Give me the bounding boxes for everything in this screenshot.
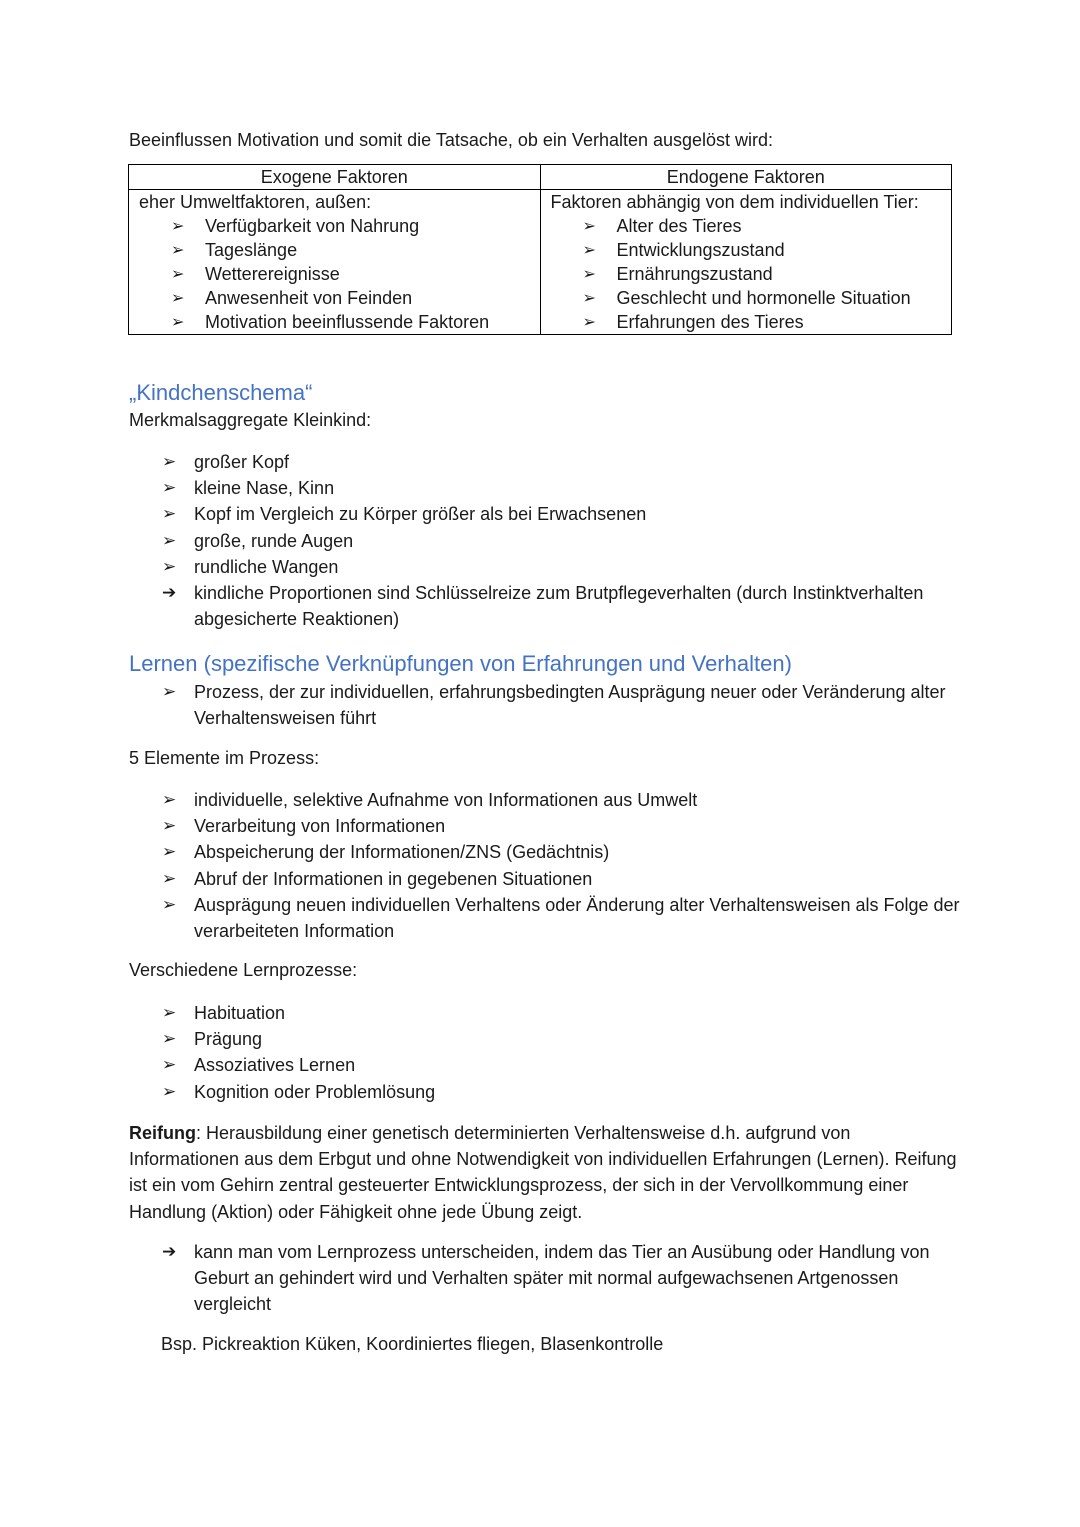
list-item: ➢ Geschlecht und hormonelle Situation: [583, 286, 952, 310]
elements-list: [162, 787, 962, 944]
lernen-heading: Lernen (spezifische Verknüpfungen von Erfahrungen und Verhalten): [129, 651, 792, 676]
exogen-header: Exogene Faktoren: [129, 165, 541, 190]
list-item: ➢ Verfügbarkeit von Nahrung: [171, 214, 540, 238]
reifung-note: ➔ kann man vom Lernprozess unterscheiden, indem das Tier an Ausübung oder Handlung von Geburt an gehindert wird und Verhalten später mit normal aufgewachsenen Artgenossen vergleicht: [162, 1239, 962, 1318]
factors-table: [128, 164, 952, 335]
list-item: ➢ Wetterereignisse: [171, 262, 540, 286]
elements-title: 5 Elemente im Prozess:: [129, 748, 320, 768]
endogen-list: [551, 214, 952, 334]
list-item: ➢ großer Kopf: [162, 449, 962, 475]
endogen-header: Endogene Faktoren: [540, 165, 952, 190]
reifung-text: : Herausbildung einer genetisch determinierten Verhaltensweise d.h. aufgrund von Informationen aus dem Erbgut und ohne Notwendigkeit von individuellen Erfahrungen (Lernen). Reifung ist ein vom Gehirn zentral gesteuerter Entwicklungsprozess, der sich in der Vervollkommung einer Handlung (Aktion) oder Fähigkeit ohne jede Übung zeigt.: [129, 1123, 957, 1222]
list-item: ➢ Abspeicherung der Informationen/ZNS (Gedächtnis): [162, 839, 962, 865]
list-item: ➢ große, runde Augen: [162, 528, 962, 554]
list-item: ➢ Motivation beeinflussende Faktoren: [171, 310, 540, 334]
list-item: ➢ Prägung: [162, 1026, 962, 1052]
list-item: ➢ Kognition oder Problemlösung: [162, 1079, 962, 1105]
list-item: ➢ Anwesenheit von Feinden: [171, 286, 540, 310]
reifung-term: Reifung: [129, 1123, 196, 1143]
list-item: ➢ Verarbeitung von Informationen: [162, 813, 962, 839]
kindchenschema-heading: „Kindchenschema“: [129, 380, 313, 405]
endogen-cell: [540, 190, 952, 335]
list-item: ➢ Kopf im Vergleich zu Körper größer als bei Erwachsenen: [162, 501, 962, 527]
conclusion-item: ➔ kindliche Proportionen sind Schlüsselreize zum Brutpflegeverhalten (durch Instinktverhalten abgesicherte Reaktionen): [162, 580, 962, 632]
list-item: ➢ Assoziatives Lernen: [162, 1052, 962, 1078]
list-item: ➢ Entwicklungszustand: [583, 238, 952, 262]
kindchenschema-list: [162, 449, 962, 632]
processes-list: [162, 1000, 962, 1105]
list-item: ➢ Abruf der Informationen in gegebenen Situationen: [162, 866, 962, 892]
definition-item: ➢ Prozess, der zur individuellen, erfahrungsbedingten Ausprägung neuer oder Veränderung alter Verhaltensweisen führt: [162, 679, 962, 731]
list-item: ➢ Ernährungszustand: [583, 262, 952, 286]
intro-text: Beeinflussen Motivation und somit die Tatsache, ob ein Verhalten ausgelöst wird:: [129, 130, 774, 150]
list-item: ➢ kleine Nase, Kinn: [162, 475, 962, 501]
list-item: ➢ Tageslänge: [171, 238, 540, 262]
list-item: ➢ Ausprägung neuen individuellen Verhaltens oder Änderung alter Verhaltensweisen als Folge der verarbeiteten Information: [162, 892, 962, 944]
list-item: ➢ Alter des Tieres: [583, 214, 952, 238]
list-item: ➢ individuelle, selektive Aufnahme von Informationen aus Umwelt: [162, 787, 962, 813]
exogen-cell: [129, 190, 541, 335]
example-text: Bsp. Pickreaktion Küken, Koordiniertes fliegen, Blasenkontrolle: [161, 1334, 664, 1354]
list-item: ➢ Erfahrungen des Tieres: [583, 310, 952, 334]
exogen-intro: eher Umweltfaktoren, außen:: [139, 192, 372, 212]
exogen-list: [139, 214, 540, 334]
processes-title: Verschiedene Lernprozesse:: [129, 960, 358, 980]
endogen-intro: Faktoren abhängig von dem individuellen Tier:: [550, 192, 919, 212]
reifung-note-list: [162, 1239, 962, 1318]
lernen-definition-list: [162, 679, 962, 731]
kindchenschema-subheading: Merkmalsaggregate Kleinkind:: [129, 410, 372, 430]
list-item: ➢ Habituation: [162, 1000, 962, 1026]
reifung-paragraph: [129, 1120, 959, 1225]
list-item: ➢ rundliche Wangen: [162, 554, 962, 580]
